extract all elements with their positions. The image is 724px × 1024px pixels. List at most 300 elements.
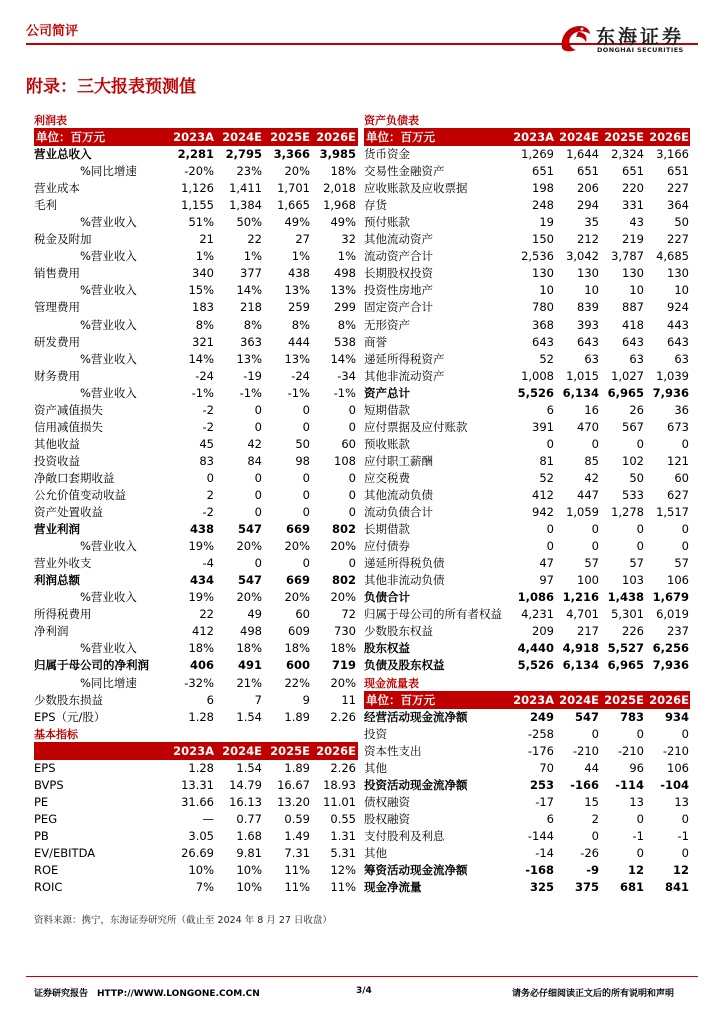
cell-value: 841 — [664, 880, 689, 895]
row-label: %同比增速 — [80, 675, 137, 690]
table-row — [364, 419, 690, 436]
table-row — [34, 828, 358, 845]
table-row — [364, 265, 690, 282]
table-row — [364, 299, 690, 316]
table-row — [364, 368, 690, 385]
cell-value: 15 — [584, 794, 599, 809]
row-label: 资产减值损失 — [34, 402, 103, 417]
cell-value: 0 — [591, 522, 599, 537]
footer-website: 证券研究报告 HTTP://WWW.LONGONE.COM.CN — [34, 989, 260, 999]
cell-value: 294 — [577, 198, 599, 213]
cell-value: 183 — [192, 300, 214, 315]
row-label: 其他 — [364, 760, 387, 775]
table-row — [34, 368, 358, 385]
row-label: 经营活动现金流净额 — [364, 709, 468, 724]
cell-value: 106 — [667, 573, 689, 588]
cell-value: -1% — [191, 385, 214, 400]
cell-value: 780 — [532, 300, 554, 315]
cell-value: 20% — [284, 590, 310, 605]
cell-value: 20% — [330, 590, 356, 605]
row-label: 营业利润 — [34, 522, 80, 537]
cell-value: 72 — [341, 607, 356, 622]
cell-value: 19 — [539, 215, 554, 230]
table-row — [364, 640, 690, 657]
cell-value: 0 — [302, 402, 310, 417]
row-label: 货币资金 — [364, 147, 410, 162]
row-label: 投资性房地产 — [364, 283, 433, 298]
row-label: 毛利 — [34, 198, 57, 213]
cell-value: 84 — [247, 453, 262, 468]
cell-value: 60 — [341, 436, 356, 451]
table-row — [34, 862, 358, 879]
cell-value: 0 — [348, 487, 356, 502]
cell-value: 18.93 — [323, 777, 356, 792]
cell-value: 206 — [577, 181, 599, 196]
section-title-balance: 资产负债表 — [364, 112, 690, 129]
cell-value: 22 — [247, 232, 262, 247]
logo-text-cn: 东海证券 — [596, 26, 685, 48]
year-header: 2025E — [270, 743, 310, 758]
row-label: 归属于母公司的所有者权益 — [364, 607, 502, 622]
cell-value: 0 — [636, 845, 644, 860]
row-label: 预付账款 — [364, 215, 410, 230]
table-row — [364, 845, 690, 862]
cell-value: 0 — [254, 505, 262, 520]
cell-value: -210 — [662, 743, 689, 758]
cell-value: 1,644 — [566, 147, 599, 162]
year-header: 2024E — [559, 692, 599, 707]
table-row — [34, 538, 358, 555]
row-label: 公允价值变动收益 — [34, 487, 126, 502]
cell-value: 237 — [667, 624, 689, 639]
cell-value: 217 — [577, 624, 599, 639]
cell-value: 5,301 — [611, 607, 644, 622]
cell-value: 443 — [667, 317, 689, 332]
cashflow-header-row — [364, 692, 690, 709]
row-label: 长期股权投资 — [364, 266, 433, 281]
table-row — [364, 282, 690, 299]
cell-value: 299 — [334, 300, 356, 315]
cell-value: 1,039 — [656, 368, 689, 383]
cell-value: 1.28 — [188, 709, 214, 724]
cell-value: -9 — [586, 862, 599, 877]
cell-value: 538 — [334, 334, 356, 349]
row-label: 应付票据及应付账款 — [364, 419, 468, 434]
cell-value: 50% — [236, 215, 262, 230]
indicators-header-row — [34, 743, 358, 760]
cell-value: 18% — [284, 641, 310, 656]
table-row — [364, 197, 690, 214]
cell-value: 121 — [667, 453, 689, 468]
cell-value: 0 — [302, 556, 310, 571]
row-label: 债权融资 — [364, 794, 410, 809]
cell-value: 18% — [330, 164, 356, 179]
year-header: 2025E — [604, 692, 644, 707]
row-label: 管理费用 — [34, 300, 80, 315]
row-label: 交易性金融资产 — [364, 164, 445, 179]
table-row — [364, 709, 690, 726]
cell-value: 26.69 — [181, 845, 214, 860]
cell-value: 1.54 — [236, 760, 262, 775]
cell-value: 7% — [195, 880, 214, 895]
cell-value: 10 — [629, 283, 644, 298]
cell-value: 1,027 — [611, 368, 644, 383]
cell-value: 10 — [539, 283, 554, 298]
company-logo — [556, 18, 706, 58]
cell-value: 3,166 — [656, 147, 689, 162]
cell-value: 57 — [584, 556, 599, 571]
cell-value: 3,787 — [611, 249, 644, 264]
cell-value: -20% — [184, 164, 214, 179]
cell-value: 1% — [195, 249, 214, 264]
cell-value: 10% — [236, 862, 262, 877]
cell-value: 0 — [681, 845, 689, 860]
table-row — [364, 589, 690, 606]
table-row — [364, 163, 690, 180]
cell-value: 1,059 — [566, 505, 599, 520]
cell-value: 70 — [539, 760, 554, 775]
cell-value: 10 — [674, 283, 689, 298]
cell-value: 45 — [199, 436, 214, 451]
cell-value: -2 — [202, 419, 214, 434]
cell-value: 11.01 — [323, 794, 356, 809]
balance-table — [364, 146, 690, 674]
row-label: %营业收入 — [80, 249, 137, 264]
cell-value: 6,256 — [652, 641, 689, 656]
row-label: 固定资产合计 — [364, 300, 433, 315]
cell-value: 0 — [591, 539, 599, 554]
cell-value: 2,324 — [611, 147, 644, 162]
table-row — [364, 487, 690, 504]
year-header: 2023A — [173, 743, 214, 758]
cell-value: 15% — [188, 283, 214, 298]
row-label: 其他 — [364, 845, 387, 860]
cell-value: 50 — [629, 470, 644, 485]
cell-value: 63 — [629, 351, 644, 366]
cell-value: 567 — [622, 419, 644, 434]
cell-value: 0 — [302, 470, 310, 485]
cell-value: 42 — [247, 436, 262, 451]
cell-value: 331 — [622, 198, 644, 213]
page-number: 3/4 — [356, 986, 372, 996]
cell-value: -114 — [615, 777, 644, 792]
cell-value: 1,411 — [229, 181, 262, 196]
cell-value: 13% — [284, 351, 310, 366]
cell-value: 1.31 — [330, 828, 356, 843]
cell-value: 108 — [334, 453, 356, 468]
cell-value: 27 — [295, 232, 310, 247]
cell-value: 363 — [240, 334, 262, 349]
cell-value: 470 — [577, 419, 599, 434]
cell-value: 12 — [627, 862, 644, 877]
cell-value: -104 — [660, 777, 689, 792]
cell-value: 406 — [189, 658, 214, 673]
cell-value: 0 — [636, 522, 644, 537]
table-row — [34, 521, 358, 538]
cell-value: 1,269 — [521, 147, 554, 162]
table-row — [34, 453, 358, 470]
cell-value: -32% — [184, 675, 214, 690]
cell-value: 0 — [254, 402, 262, 417]
cell-value: 1,155 — [181, 198, 214, 213]
cell-value: 412 — [532, 487, 554, 502]
cell-value: 49 — [247, 607, 262, 622]
footer-disclaimer: 请务必仔细阅读正文后的所有说明和声明 — [512, 989, 675, 999]
table-row — [34, 504, 358, 521]
income-header-row — [34, 129, 358, 146]
row-label: 其他收益 — [34, 436, 80, 451]
cell-value: 681 — [619, 880, 644, 895]
table-row — [364, 657, 690, 674]
cell-value: 13.20 — [277, 794, 310, 809]
year-header: 2024E — [222, 130, 262, 144]
cell-value: 719 — [331, 658, 356, 673]
year-header: 2023A — [513, 692, 554, 707]
cell-value: 16 — [584, 402, 599, 417]
cell-value: 1% — [243, 249, 262, 264]
cell-value: 19% — [188, 590, 214, 605]
cell-value: 13 — [629, 794, 644, 809]
cell-value: 547 — [574, 709, 599, 724]
cell-value: 18% — [188, 641, 214, 656]
cell-value: 887 — [622, 300, 644, 315]
cell-value: -210 — [617, 743, 644, 758]
cell-value: 643 — [577, 334, 599, 349]
cell-value: 1,968 — [323, 198, 356, 213]
table-row — [364, 385, 690, 402]
cell-value: 227 — [667, 232, 689, 247]
cell-value: 35 — [584, 215, 599, 230]
row-label: 营业成本 — [34, 181, 80, 196]
row-label: 研发费用 — [34, 334, 80, 349]
row-label: ROIC — [34, 880, 63, 895]
income-table — [34, 146, 358, 726]
cell-value: 0 — [348, 419, 356, 434]
table-row — [34, 777, 358, 794]
cell-value: 498 — [334, 266, 356, 281]
cell-value: 412 — [192, 624, 214, 639]
table-row — [364, 453, 690, 470]
cell-value: 18% — [236, 641, 262, 656]
table-row — [34, 180, 358, 197]
table-row — [364, 214, 690, 231]
cell-value: 669 — [285, 522, 310, 537]
cell-value: 0 — [254, 419, 262, 434]
table-row — [364, 879, 690, 896]
cell-value: 150 — [532, 232, 554, 247]
right-column — [364, 112, 690, 896]
cell-value: 4,231 — [521, 607, 554, 622]
table-row — [34, 845, 358, 862]
cell-value: 212 — [577, 232, 599, 247]
row-label: 商誉 — [364, 334, 387, 349]
cell-value: -1% — [287, 385, 310, 400]
table-row — [34, 692, 358, 709]
row-label: 流动负债合计 — [364, 505, 433, 520]
cell-value: 10 — [584, 283, 599, 298]
cell-value: 7,936 — [652, 385, 689, 400]
cell-value: 198 — [532, 181, 554, 196]
cell-value: 444 — [288, 334, 310, 349]
cell-value: 42 — [584, 470, 599, 485]
table-row — [364, 180, 690, 197]
table-row — [34, 163, 358, 180]
cell-value: 57 — [629, 556, 644, 571]
cell-value: 20% — [330, 675, 356, 690]
cell-value: 97 — [539, 573, 554, 588]
row-label: %营业收入 — [80, 641, 137, 656]
cell-value: 1% — [291, 249, 310, 264]
cell-value: 0 — [302, 487, 310, 502]
row-label: 财务费用 — [34, 368, 80, 383]
cell-value: 325 — [529, 880, 554, 895]
cell-value: -1 — [632, 828, 644, 843]
cell-value: 0 — [636, 726, 644, 741]
cell-value: 49% — [284, 215, 310, 230]
dragon-logo-icon — [556, 18, 594, 58]
table-row — [364, 334, 690, 351]
cell-value: 491 — [237, 658, 262, 673]
cell-value: 643 — [532, 334, 554, 349]
cell-value: 11% — [330, 880, 356, 895]
cell-value: 783 — [619, 709, 644, 724]
table-row — [34, 879, 358, 896]
table-row — [34, 317, 358, 334]
cell-value: 50 — [674, 215, 689, 230]
cell-value: 20% — [236, 590, 262, 605]
cell-value: 3,366 — [273, 147, 310, 162]
cell-value: 651 — [622, 164, 644, 179]
cell-value: 1,216 — [562, 590, 599, 605]
table-row — [364, 402, 690, 419]
cell-value: 98 — [295, 453, 310, 468]
year-header: 2023A — [513, 130, 554, 144]
table-row — [34, 146, 358, 163]
cell-value: 60 — [674, 470, 689, 485]
row-label: 所得税费用 — [34, 607, 92, 622]
cell-value: 340 — [192, 266, 214, 281]
table-row — [364, 811, 690, 828]
cell-value: 1,438 — [607, 590, 644, 605]
cell-value: -144 — [527, 828, 554, 843]
row-label: BVPS — [34, 777, 64, 792]
cell-value: 1,086 — [517, 590, 554, 605]
cell-value: 0 — [348, 505, 356, 520]
row-label: 资本性支出 — [364, 743, 422, 758]
cell-value: 130 — [577, 266, 599, 281]
cell-value: 6,134 — [562, 385, 599, 400]
page-title: 附录：三大报表预测值 — [26, 77, 196, 97]
table-row — [364, 743, 690, 760]
table-row — [364, 538, 690, 555]
cell-value: 1,384 — [229, 198, 262, 213]
cell-value: 2 — [206, 487, 214, 502]
cell-value: 4,701 — [566, 607, 599, 622]
cell-value: 249 — [529, 709, 554, 724]
cell-value: 4,685 — [656, 249, 689, 264]
cell-value: 81 — [539, 453, 554, 468]
cell-value: 130 — [622, 266, 644, 281]
cell-value: 368 — [532, 317, 554, 332]
cell-value: 627 — [667, 487, 689, 502]
table-row — [34, 248, 358, 265]
table-row — [34, 657, 358, 674]
row-label: %同比增速 — [80, 164, 137, 179]
cell-value: 219 — [622, 232, 644, 247]
cell-value: -210 — [572, 743, 599, 758]
balance-header-row — [364, 129, 690, 146]
cell-value: -2 — [202, 402, 214, 417]
cell-value: 16.67 — [277, 777, 310, 792]
cell-value: 1.28 — [188, 760, 214, 775]
row-label: 长期借款 — [364, 522, 410, 537]
cell-value: 10% — [188, 862, 214, 877]
cell-value: 26 — [629, 402, 644, 417]
cell-value: 438 — [288, 266, 310, 281]
table-row — [364, 436, 690, 453]
year-header: 2025E — [270, 130, 310, 144]
cell-value: 0 — [546, 539, 554, 554]
cell-value: -14 — [535, 845, 554, 860]
year-header: 2024E — [222, 743, 262, 758]
cell-value: 0 — [348, 556, 356, 571]
unit-label: 单位：百万元 — [366, 692, 435, 707]
cell-value: 669 — [285, 573, 310, 588]
table-row — [364, 317, 690, 334]
table-row — [34, 623, 358, 640]
table-row — [364, 726, 690, 743]
row-label: 投资收益 — [34, 453, 80, 468]
cell-value: 609 — [288, 624, 310, 639]
row-label: EPS（元/股） — [34, 709, 106, 724]
cell-value: 0 — [348, 402, 356, 417]
cell-value: 547 — [237, 522, 262, 537]
cell-value: 14% — [188, 351, 214, 366]
cell-value: 22% — [284, 675, 310, 690]
cell-value: 1,665 — [277, 198, 310, 213]
cell-value: 1.89 — [284, 709, 310, 724]
cell-value: 1,008 — [521, 368, 554, 383]
cell-value: -168 — [525, 862, 554, 877]
row-label: 现金净流量 — [364, 880, 422, 895]
cell-value: 49% — [330, 215, 356, 230]
table-row — [364, 248, 690, 265]
row-label: 其他流动资产 — [364, 232, 433, 247]
row-label: 无形资产 — [364, 317, 410, 332]
cell-value: 7.31 — [284, 845, 310, 860]
cell-value: 3.05 — [188, 828, 214, 843]
cell-value: 934 — [664, 709, 689, 724]
cell-value: 0 — [254, 487, 262, 502]
table-row — [34, 231, 358, 248]
table-row — [34, 555, 358, 572]
row-label: 预收账款 — [364, 436, 410, 451]
table-row — [34, 419, 358, 436]
cell-value: 14.79 — [229, 777, 262, 792]
cell-value: 0.55 — [330, 811, 356, 826]
cell-value: 0 — [546, 436, 554, 451]
cashflow-table — [364, 709, 690, 897]
cell-value: 2,795 — [225, 147, 262, 162]
cell-value: 1.89 — [284, 760, 310, 775]
cell-value: 20% — [284, 164, 310, 179]
table-row — [34, 709, 358, 726]
cell-value: 6,965 — [607, 658, 644, 673]
cell-value: 13% — [236, 351, 262, 366]
logo-text-en: DONGHAI SECURITIES — [597, 46, 684, 54]
cell-value: 36 — [674, 402, 689, 417]
cell-value: -34 — [337, 368, 356, 383]
